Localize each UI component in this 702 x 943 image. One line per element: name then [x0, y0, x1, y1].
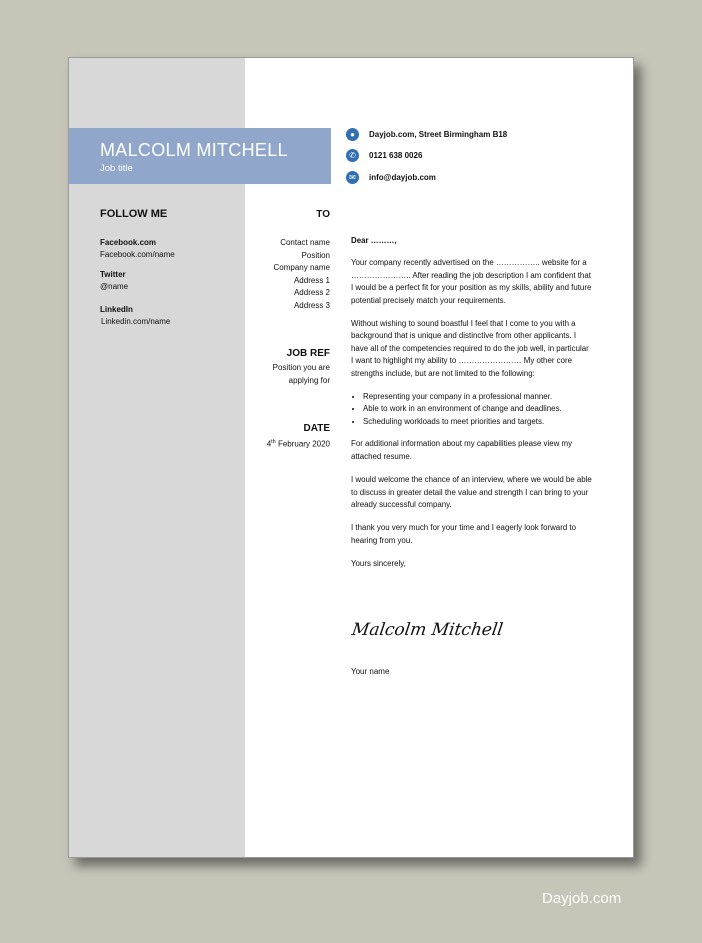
list-item: • Able to work in an environment of change and deadlines.	[363, 403, 593, 415]
social-twitter	[100, 269, 128, 293]
list-item: • Scheduling workloads to meet priorities and targets.	[363, 416, 593, 428]
recipient-line: Address 3	[293, 300, 330, 310]
list-item: • Representing your company in a professional manner.	[363, 391, 593, 403]
social-label: Facebook.com	[100, 238, 157, 247]
recipient-line: Company name	[273, 263, 330, 272]
to-heading: TO	[316, 209, 330, 220]
contact-phone-text: 0121 638 0026	[369, 151, 423, 160]
recipient-line: Position	[301, 250, 330, 260]
jobref-heading: JOB REF	[286, 348, 330, 359]
job-title: Job title	[100, 163, 133, 174]
email-icon: ✉	[346, 171, 359, 184]
social-label: Twitter	[100, 270, 126, 279]
name-banner	[69, 128, 331, 184]
salutation: Dear ………,	[351, 236, 397, 245]
letter-paragraph: Your company recently advertised on the …………….. website for a ………………….. After reading the job description I am confident that I would be a perfect fit for your position as my skills, ability and future potential precisely match your requirements.	[351, 258, 592, 305]
recipient-block	[274, 237, 330, 312]
your-name: Your name	[351, 667, 390, 676]
letter-paragraph: I thank you very much for your time and I eagerly look forward to hearing from you.	[351, 523, 576, 545]
contact-phone	[346, 149, 422, 162]
social-facebook	[100, 237, 175, 261]
map-pin-icon: ●	[346, 128, 359, 141]
contact-address-text: Dayjob.com, Street Birmingham B18	[369, 130, 508, 139]
letter-paragraph: For additional information about my capabilities please view my attached resume.	[351, 439, 573, 461]
jobref-line: Position you are	[272, 363, 330, 372]
recipient-line: Contact name	[280, 238, 330, 247]
cover-letter-page	[68, 57, 634, 858]
letter-paragraph: Without wishing to sound boastful I feel that I come to you with a background that is unique and distinctive from other applicants. I have all of the competencies required to do the job well, in particular I want to highlight my ability to …………………… My other core strengths include, but are not limited to the following:	[351, 319, 589, 378]
social-linkedin	[100, 304, 170, 328]
applicant-name: MALCOLM MITCHELL	[100, 140, 288, 160]
letter-paragraph: I would welcome the chance of an interview, where we would be able to discuss in greater detail the value and strength I can bring to your already successful company.	[351, 475, 592, 509]
contact-email	[346, 171, 436, 184]
recipient-line: Address 1	[293, 275, 330, 285]
social-value: Linkedin.com/name	[101, 317, 171, 326]
date-heading: DATE	[303, 423, 330, 434]
jobref-line: applying for	[288, 375, 330, 385]
brand-watermark: Dayjob.com	[542, 890, 622, 907]
date-day: 4	[266, 439, 272, 449]
date-suffix: th	[271, 439, 276, 445]
contact-address	[346, 128, 507, 141]
social-label: LinkedIn	[100, 305, 133, 314]
contact-email-text: info@dayjob.com	[369, 173, 436, 182]
strengths-list	[351, 391, 593, 428]
social-value: Facebook.com/name	[100, 250, 175, 259]
date-rest: February 2020	[275, 439, 330, 449]
phone-icon: ✆	[346, 149, 359, 162]
letter-body	[351, 235, 593, 582]
recipient-line: Address 2	[293, 288, 330, 297]
social-value: @name	[100, 282, 129, 291]
date-value	[267, 436, 330, 451]
jobref-block	[273, 362, 330, 387]
follow-heading: FOLLOW ME	[100, 208, 168, 220]
signature: Malcolm Mitchell	[350, 620, 505, 640]
closing: Yours sincerely,	[351, 559, 406, 569]
